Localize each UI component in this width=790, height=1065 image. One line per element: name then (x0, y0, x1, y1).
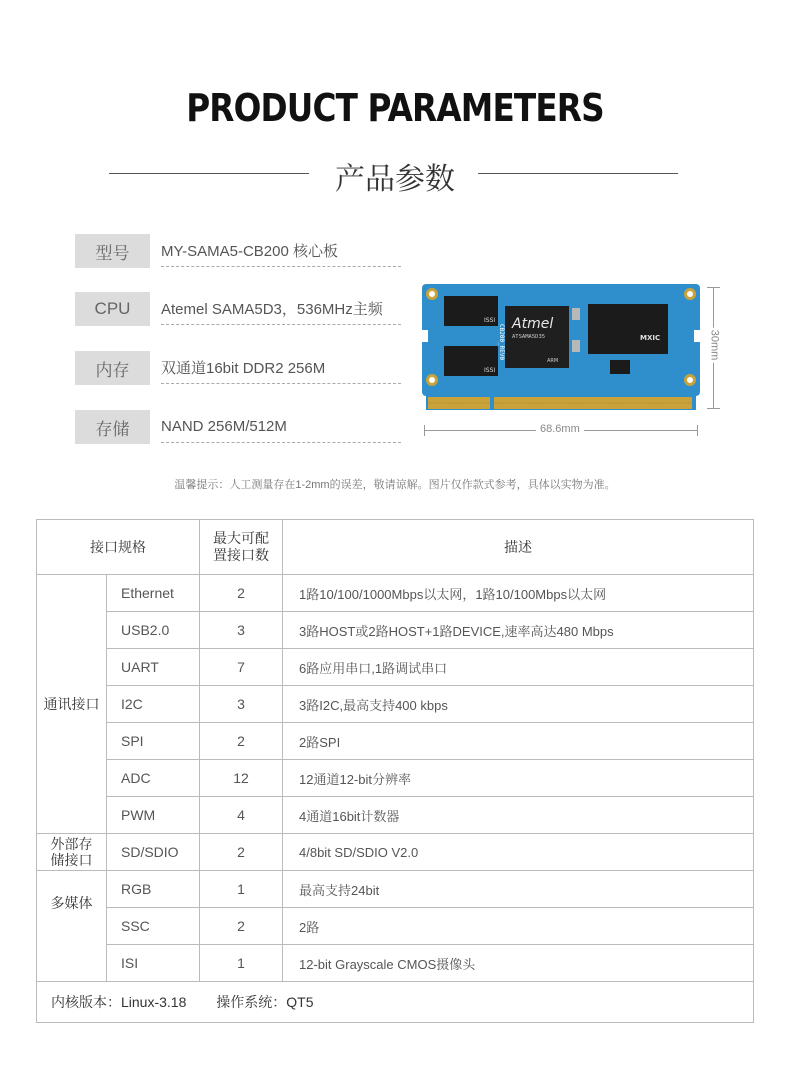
small-ic (610, 360, 630, 374)
interface-count: 1 (200, 945, 283, 982)
table-row (37, 834, 754, 871)
table-row (37, 723, 754, 760)
table-row (37, 945, 754, 982)
interface-desc: 12-bit Grayscale CMOS摄像头 (283, 945, 754, 982)
subtitle-divider-left (109, 173, 309, 174)
smd-part (572, 340, 580, 352)
height-dimension-label: 30mm (708, 329, 721, 361)
svg-text:ARM: ARM (547, 358, 559, 364)
interface-desc: 2路SPI (283, 723, 754, 760)
height-dimension (707, 287, 721, 409)
nand-flash-chip (588, 304, 668, 354)
width-dimension-label: 68.6mm (536, 423, 584, 435)
svg-text:Atmel: Atmel (512, 316, 554, 332)
interface-name: RGB (107, 871, 200, 908)
svg-text:ATSAMA5D35: ATSAMA5D35 (512, 334, 546, 340)
interface-desc: 4/8bit SD/SDIO V2.0 (283, 834, 754, 871)
kernel-version: 内核版本：Linux-3.18 (51, 994, 187, 1010)
spec-value: Atemel SAMA5D3，536MHz主频 (161, 292, 401, 325)
interface-count: 2 (200, 723, 283, 760)
pcb-notch-right (694, 330, 700, 342)
disclaimer-note: 温馨提示：人工测量存在1-2mm的误差，敬请谅解。图片仅作款式参考，具体以实物为准。 (174, 479, 616, 491)
interface-count: 3 (200, 612, 283, 649)
interface-spec-table (36, 519, 754, 1023)
interface-name: ADC (107, 760, 200, 797)
spec-value: MY-SAMA5-CB200 核心板 (161, 234, 401, 267)
core-board-image (422, 284, 700, 412)
core-board-illustration (422, 284, 700, 412)
header-description: 描述 (283, 520, 754, 575)
edge-connector (426, 396, 696, 410)
header-max-count: 最大可配置接口数 (200, 520, 283, 575)
interface-count: 7 (200, 649, 283, 686)
page-title: PRODUCT PARAMETERS (186, 86, 604, 130)
interface-count: 2 (200, 575, 283, 612)
operating-system: 操作系统：QT5 (216, 994, 314, 1010)
pcb-notch-left (422, 330, 428, 342)
spec-label: 存储 (75, 410, 150, 444)
spec-label: 型号 (75, 234, 150, 268)
page-subtitle: 产品参数 (335, 162, 455, 197)
interface-desc: 4通道16bit计数器 (283, 797, 754, 834)
spec-value: NAND 256M/512M (161, 410, 401, 443)
interface-desc: 最高支持24bit (283, 871, 754, 908)
interface-desc: 12通道12-bit分辨率 (283, 760, 754, 797)
table-footer (37, 982, 754, 1023)
interface-name: SPI (107, 723, 200, 760)
interface-name: Ethernet (107, 575, 200, 612)
subtitle-row (0, 152, 790, 196)
interface-name: SD/SDIO (107, 834, 200, 871)
table-row (37, 760, 754, 797)
interface-name: ISI (107, 945, 200, 982)
interface-desc: 2路 (283, 908, 754, 945)
svg-text:MXIC: MXIC (640, 334, 661, 342)
interface-count: 4 (200, 797, 283, 834)
table-row (37, 908, 754, 945)
subtitle-divider-right (478, 173, 678, 174)
group-communication: 通讯接口 (37, 575, 107, 834)
interface-desc: 6路应用串口,1路调试串口 (283, 649, 754, 686)
group-external-storage: 外部存储接口 (37, 834, 107, 871)
table-row (37, 871, 754, 908)
smd-part (572, 308, 580, 320)
header-interface: 接口规格 (37, 520, 200, 575)
table-row (37, 649, 754, 686)
table-footer-row (37, 982, 754, 1023)
svg-text:ISSI: ISSI (484, 367, 496, 374)
interface-desc: 3路I2C,最高支持400 kbps (283, 686, 754, 723)
interface-name: SSC (107, 908, 200, 945)
interface-name: PWM (107, 797, 200, 834)
table-row (37, 612, 754, 649)
svg-text:ISSI: ISSI (484, 317, 496, 324)
table-header-row (37, 520, 754, 575)
spec-label: 内存 (75, 351, 150, 385)
interface-desc: 1路10/100/1000Mbps以太网，1路10/100Mbps以太网 (283, 575, 754, 612)
table-row (37, 797, 754, 834)
interface-name: I2C (107, 686, 200, 723)
interface-count: 12 (200, 760, 283, 797)
interface-count: 3 (200, 686, 283, 723)
spec-label: CPU (75, 292, 150, 326)
interface-count: 1 (200, 871, 283, 908)
interface-name: USB2.0 (107, 612, 200, 649)
interface-count: 2 (200, 908, 283, 945)
interface-count: 2 (200, 834, 283, 871)
table-row (37, 686, 754, 723)
width-dimension (424, 425, 698, 437)
interface-name: UART (107, 649, 200, 686)
table-row (37, 575, 754, 612)
spec-value: 双通道16bit DDR2 256M (161, 351, 401, 384)
group-multimedia: 多媒体 (37, 871, 107, 982)
svg-text:CB200_REV0: CB200_REV0 (498, 324, 505, 361)
interface-desc: 3路HOST或2路HOST+1路DEVICE,速率高达480 Mbps (283, 612, 754, 649)
